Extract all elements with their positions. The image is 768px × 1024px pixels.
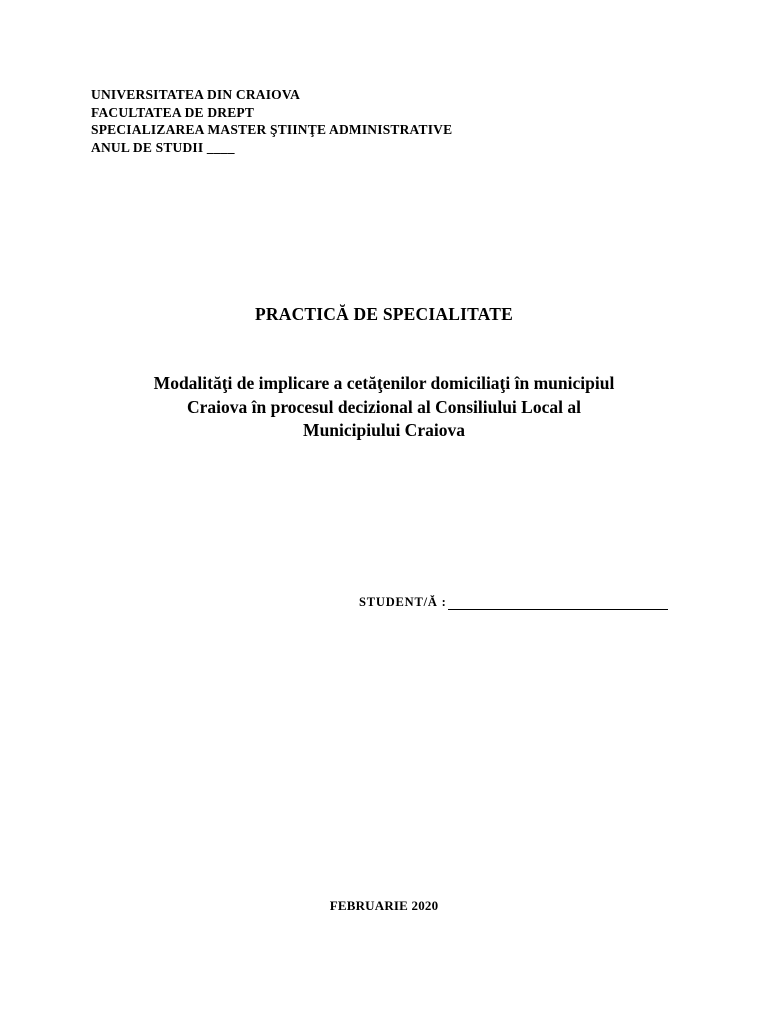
faculty-name: FACULTATEA DE DREPT: [91, 104, 255, 120]
student-field: [359, 595, 668, 610]
document-subtitle: [84, 372, 684, 443]
subtitle-line-1: Modalităţi de implicare a cetăţenilor domiciliaţi în municipiul: [153, 373, 615, 393]
student-label: STUDENT/Ă :: [359, 595, 447, 609]
institution-header: [91, 86, 452, 156]
document-title: PRACTICĂ DE SPECIALITATE: [255, 304, 513, 324]
subtitle-line-2: Craiova în procesul decizional al Consiliului Local al: [187, 396, 581, 417]
university-name: UNIVERSITATEA DIN CRAIOVA: [91, 87, 301, 102]
subtitle-line-3: Municipiului Craiova: [303, 420, 465, 440]
specialization-name: SPECIALIZAREA MASTER ŞTIINŢE ADMINISTRATIVE: [91, 122, 453, 137]
student-name-blank: [448, 596, 668, 610]
study-year: ANUL DE STUDII ____: [91, 139, 235, 155]
document-date: FEBRUARIE 2020: [329, 898, 439, 913]
